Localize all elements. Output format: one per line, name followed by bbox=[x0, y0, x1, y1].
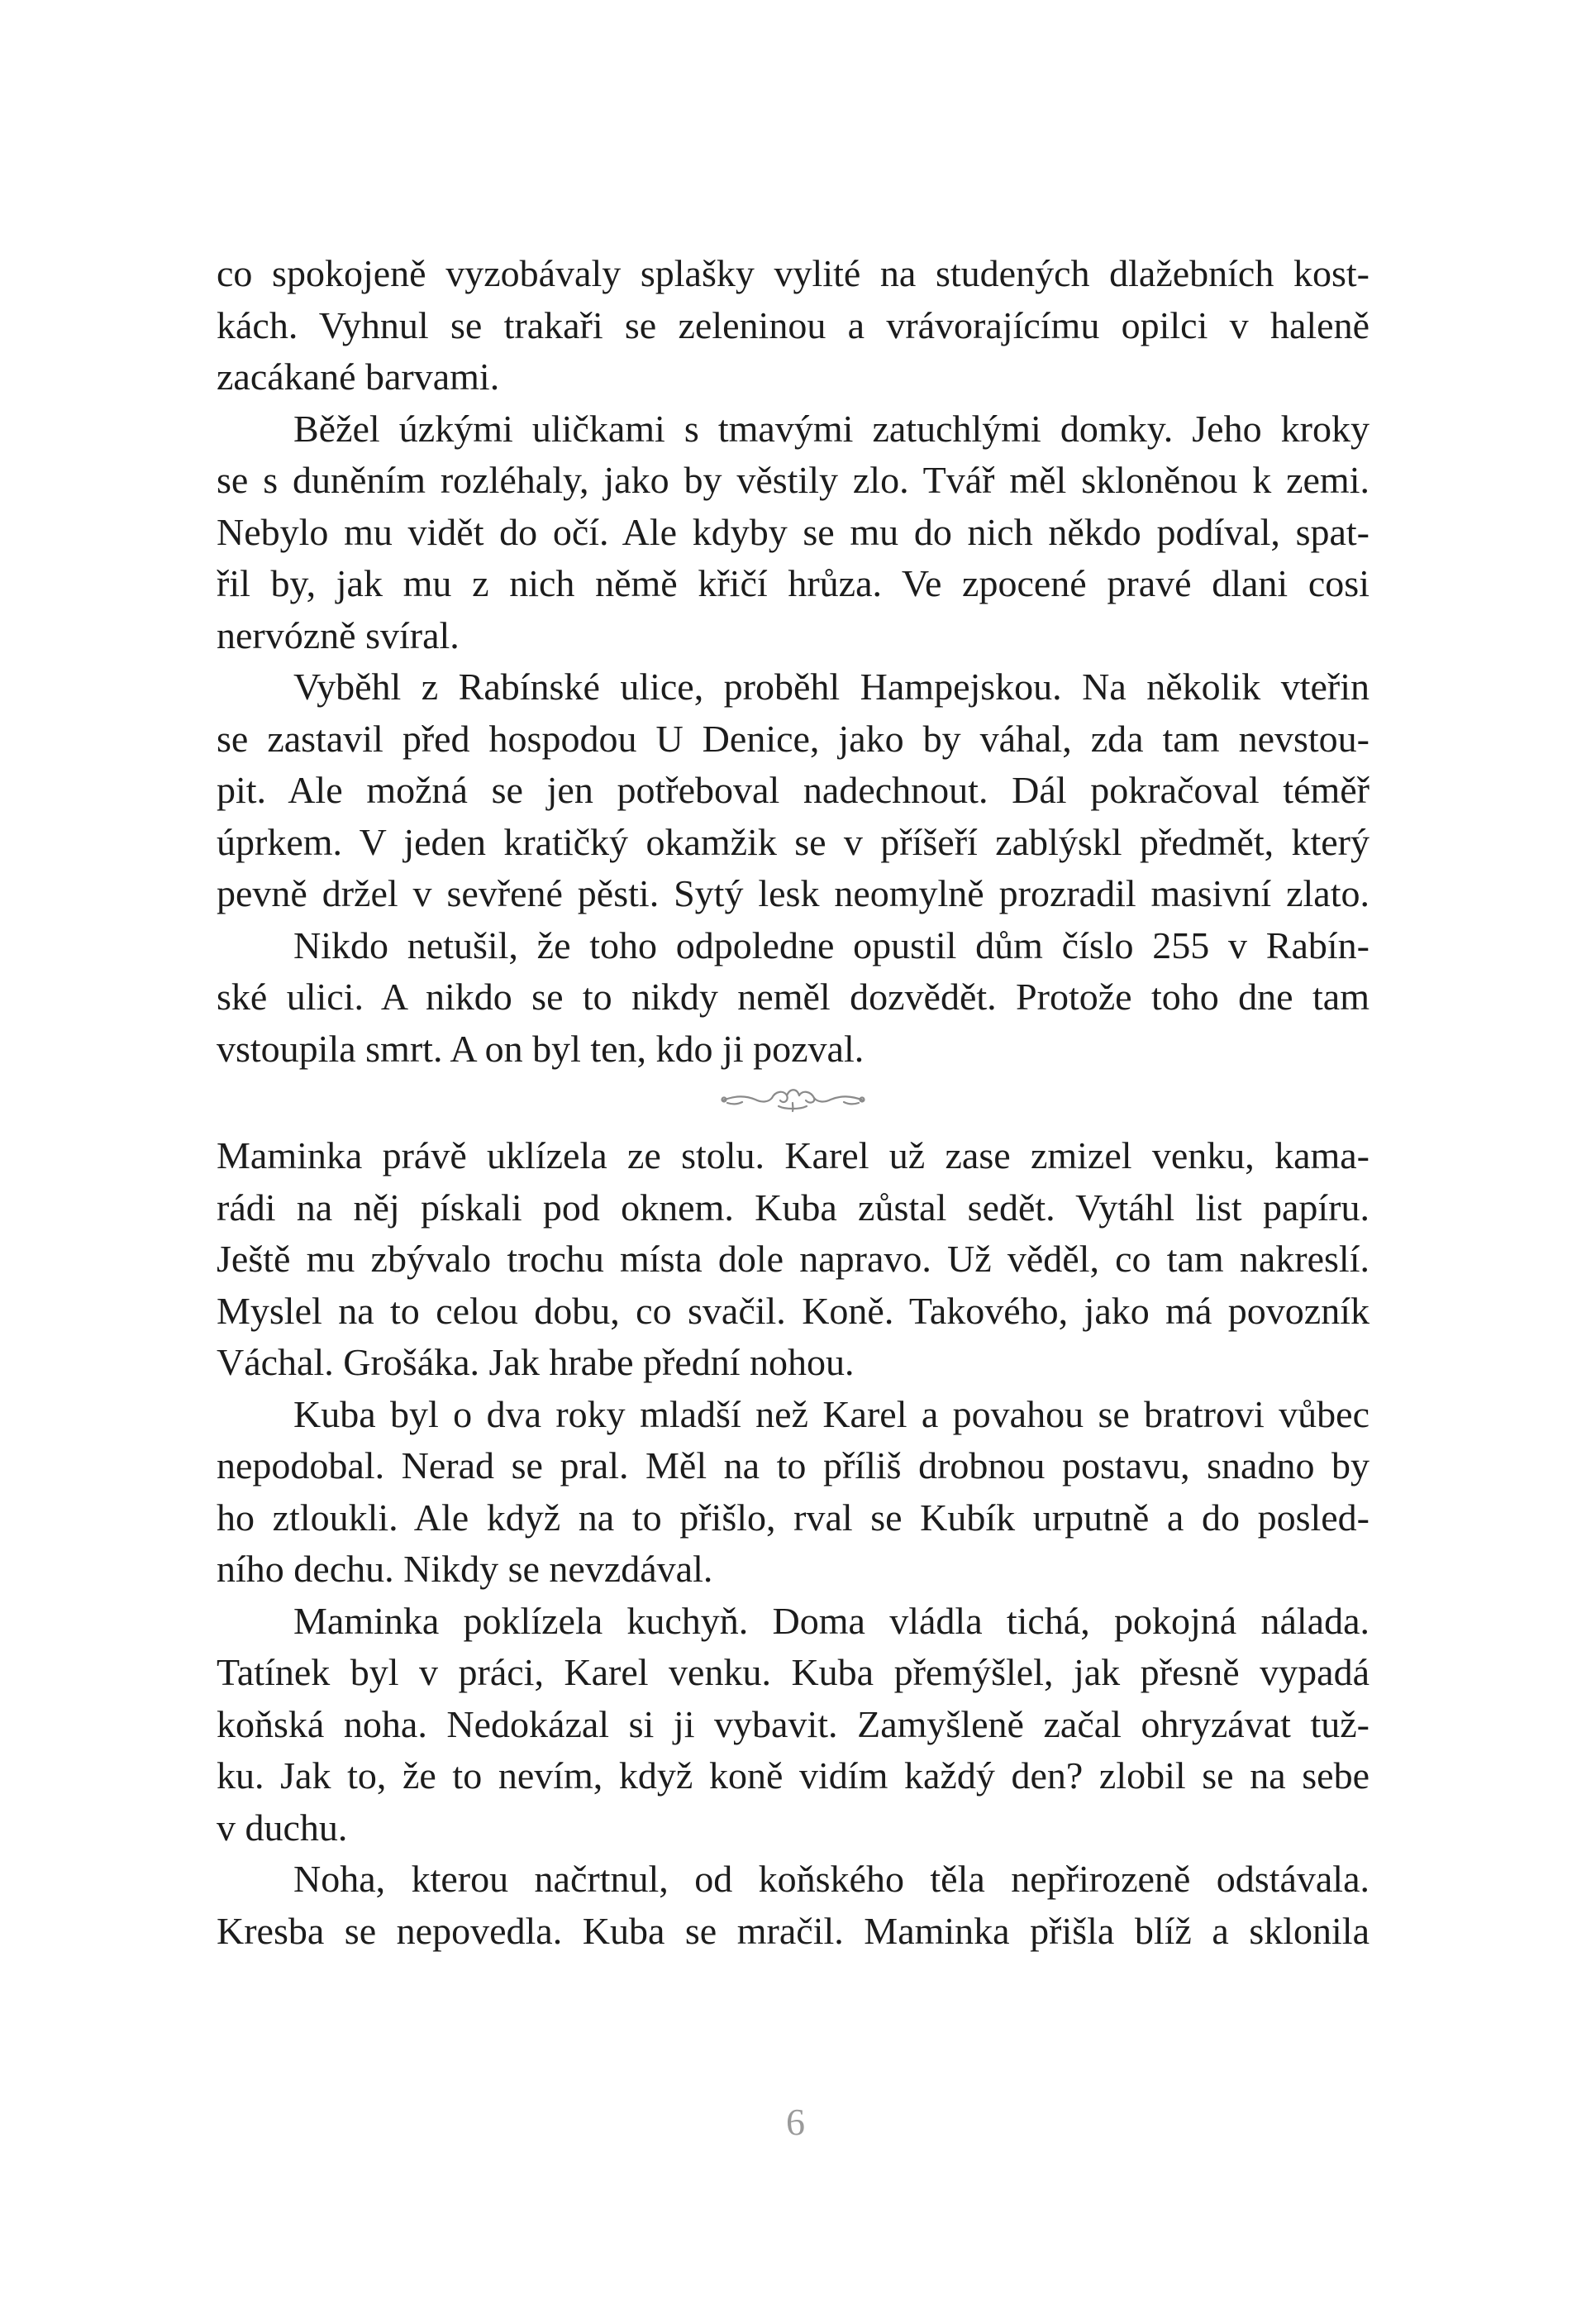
text-line: zacákané barvami. bbox=[217, 356, 500, 398]
text-line: Myslel na to celou dobu, co svačil. Koně. Takového, jako má povozník bbox=[217, 1289, 1369, 1332]
text-line: Tatínek byl v práci, Karel venku. Kuba přemýšlel, jak přesně vypadá bbox=[217, 1651, 1369, 1693]
text-line: Kuba byl o dva roky mladší než Karel a povahou se bratrovi vůbec bbox=[293, 1392, 1369, 1435]
text-line: Váchal. Grošáka. Jak hrabe přední nohou. bbox=[217, 1341, 855, 1383]
text-line: Maminka poklízela kuchyň. Doma vládla tichá, pokojná nálada. bbox=[293, 1599, 1369, 1642]
text-line: Vyběhl z Rabínské ulice, proběhl Hampejskou. Na několik vteřin bbox=[293, 666, 1369, 708]
text-line: vstoupila smrt. A on byl ten, kdo ji pozval. bbox=[217, 1027, 865, 1070]
text-line: se s duněním rozléhaly, jako by věstily zlo. Tvář měl skloněnou k zemi. bbox=[217, 459, 1369, 501]
body-text bbox=[217, 248, 1369, 1957]
text-line: úprkem. V jeden kratičký okamžik se v příšeří zablýskl předmět, který bbox=[217, 820, 1369, 863]
text-line: Běžel úzkými uličkami s tmavými zatuchlými domky. Jeho kroky bbox=[293, 407, 1369, 450]
text-line: ské ulici. A nikdo se to nikdy neměl dozvědět. Protože toho dne tam bbox=[217, 976, 1369, 1018]
text-line: nepodobal. Nerad se pral. Měl na to příliš drobnou postavu, snadno by bbox=[217, 1444, 1369, 1487]
text-line: Nikdo netušil, že toho odpoledne opustil dům číslo 255 v Rabín- bbox=[293, 923, 1369, 966]
text-line: v duchu. bbox=[217, 1806, 348, 1849]
text-line: Nebylo mu vidět do očí. Ale kdyby se mu do nich někdo podíval, spat- bbox=[217, 510, 1369, 553]
text-line: se zastavil před hospodou U Denice, jako by váhal, zda tam nevstou- bbox=[217, 717, 1369, 760]
text-line: pevně držel v sevřené pěsti. Sytý lesk neomylně prozradil masivní zlato. bbox=[217, 872, 1369, 914]
text-line: Ještě mu zbývalo trochu místa dole napravo. Už věděl, co tam nakreslí. bbox=[217, 1238, 1369, 1280]
text-line: řil by, jak mu z nich němě křičí hrůza. Ve zpocené pravé dlani cosi bbox=[217, 562, 1369, 604]
decorative-flourish-icon bbox=[721, 1085, 865, 1113]
text-line: Maminka právě uklízela ze stolu. Karel už zase zmizel venku, kama- bbox=[217, 1134, 1369, 1176]
text-line: ního dechu. Nikdy se nevzdával. bbox=[217, 1548, 713, 1590]
text-line: ho ztloukli. Ale když na to přišlo, rval se Kubík urputně a do posled- bbox=[217, 1496, 1369, 1539]
text-line: Noha, kterou načrtnul, od koňského těla nepřirozeně odstávala. bbox=[293, 1858, 1369, 1900]
text-line: Kresba se nepovedla. Kuba se mračil. Maminka přišla blíž a sklonila bbox=[217, 1909, 1369, 1952]
text-line: pit. Ale možná se jen potřeboval nadechnout. Dál pokračoval téměř bbox=[217, 769, 1369, 811]
text-line: rádi na něj pískali pod oknem. Kuba zůstal sedět. Vytáhl list papíru. bbox=[217, 1186, 1369, 1229]
section-ornament bbox=[217, 1075, 1369, 1130]
text-before-ornament bbox=[217, 248, 1369, 1075]
text-line: co spokojeně vyzobávaly splašky vylité na studených dlažebních kost- bbox=[217, 252, 1369, 294]
text-line: koňská noha. Nedokázal si ji vybavit. Zamyšleně začal ohryzávat tuž- bbox=[217, 1702, 1369, 1745]
text-line: ku. Jak to, že to nevím, když koně vidím každý den? zlobil se na sebe bbox=[217, 1754, 1369, 1797]
text-line: nervózně svíral. bbox=[217, 613, 460, 656]
page-number: 6 bbox=[786, 2101, 805, 2143]
text-line: kách. Vyhnul se trakaři se zeleninou a vrávorajícímu opilci v haleně bbox=[217, 303, 1369, 346]
text-after-ornament bbox=[217, 1130, 1369, 1957]
